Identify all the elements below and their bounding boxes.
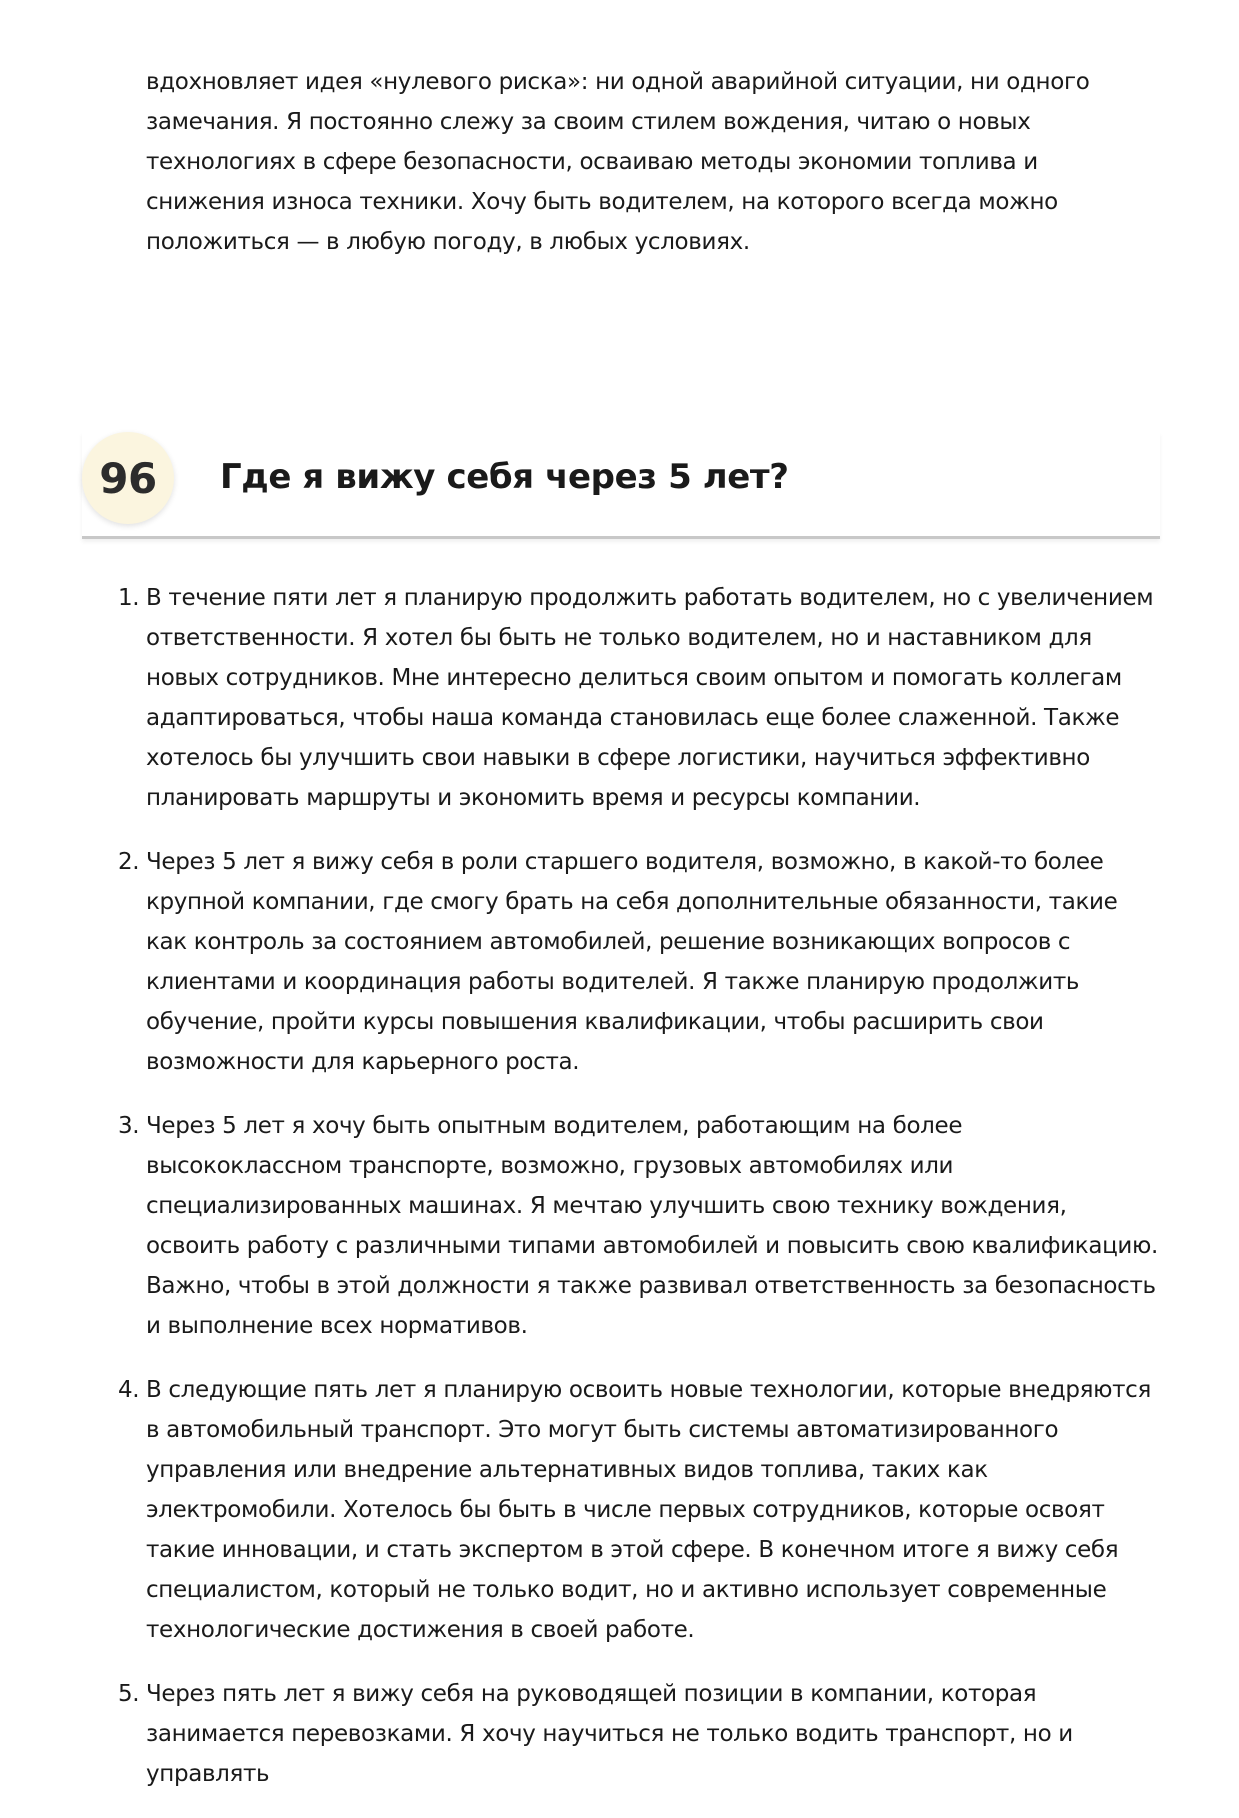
list-item-text: Через пять лет я вижу себя на руководящей позиции в компании, которая занимается перевозками. Я хочу научиться не только водить транспорт, но и управлять [146,1681,1073,1787]
list-item-number: 4. [118,1377,140,1403]
list-item-number: 1. [118,585,140,611]
list-item-number: 2. [118,849,140,875]
list-item-text: В течение пяти лет я планирую продолжить работать водителем, но с увеличением ответственности. Я хотел бы быть не только водителем, но и наставником для новых сотрудников. Мне интересно делиться своим опытом и помогать коллегам адаптироваться, чтобы наша команда становилась еще более слаженной. Также хотелось бы улучшить свои навыки в сфере логистики, научиться эффективно планировать маршруты и экономить время и ресурсы компании. [146,585,1154,811]
list-item [118,1370,1158,1650]
list-item-text: В следующие пять лет я планирую освоить новые технологии, которые внедряются в автомобильный транспорт. Это могут быть системы автоматизированного управления или внедрение альтернативных видов топлива, таких как электромобили. Хотелось бы быть в числе первых сотрудников, которые освоят такие инновации, и стать экспертом в этой сфере. В конечном итоге я вижу себя специалистом, который не только водит, но и активно использует современные технологические достижения в своей работе. [146,1377,1151,1643]
answers-list [118,578,1158,1818]
section-title: Где я вижу себя через 5 лет? [220,457,789,497]
list-item [118,578,1158,818]
list-item-number: 3. [118,1113,140,1139]
section-header [82,432,1160,539]
list-item [118,1106,1158,1346]
list-item-number: 5. [118,1681,140,1707]
list-item [118,842,1158,1082]
list-item-text: Через 5 лет я вижу себя в роли старшего водителя, возможно, в какой-то более крупной компании, где смогу брать на себя дополнительные обязанности, такие как контроль за состоянием автомобилей, решение возникающих вопросов с клиентами и координация работы водителей. Я также планирую продолжить обучение, пройти курсы повышения квалификации, чтобы расширить свои возможности для карьерного роста. [146,849,1118,1075]
list-item-text: Через 5 лет я хочу быть опытным водителем, работающим на более высококлассном транспорте, возможно, грузовых автомобилях или специализированных машинах. Я мечтаю улучшить свою технику вождения, освоить работу с различными типами автомобилей и повысить свою квалификацию. Важно, чтобы в этой должности я также развивал ответственность за безопасность и выполнение всех нормативов. [146,1113,1158,1339]
section-number-badge: 96 [82,432,174,524]
list-item [118,1674,1158,1794]
intro-paragraph: вдохновляет идея «нулевого риска»: ни одной аварийной ситуации, ни одного замечания. Я постоянно слежу за своим стилем вождения, читаю о новых технологиях в сфере безопасности, осваиваю методы экономии топлива и снижения износа техники. Хочу быть водителем, на которого всегда можно положиться — в любую погоду, в любых условиях. [146,69,1090,255]
